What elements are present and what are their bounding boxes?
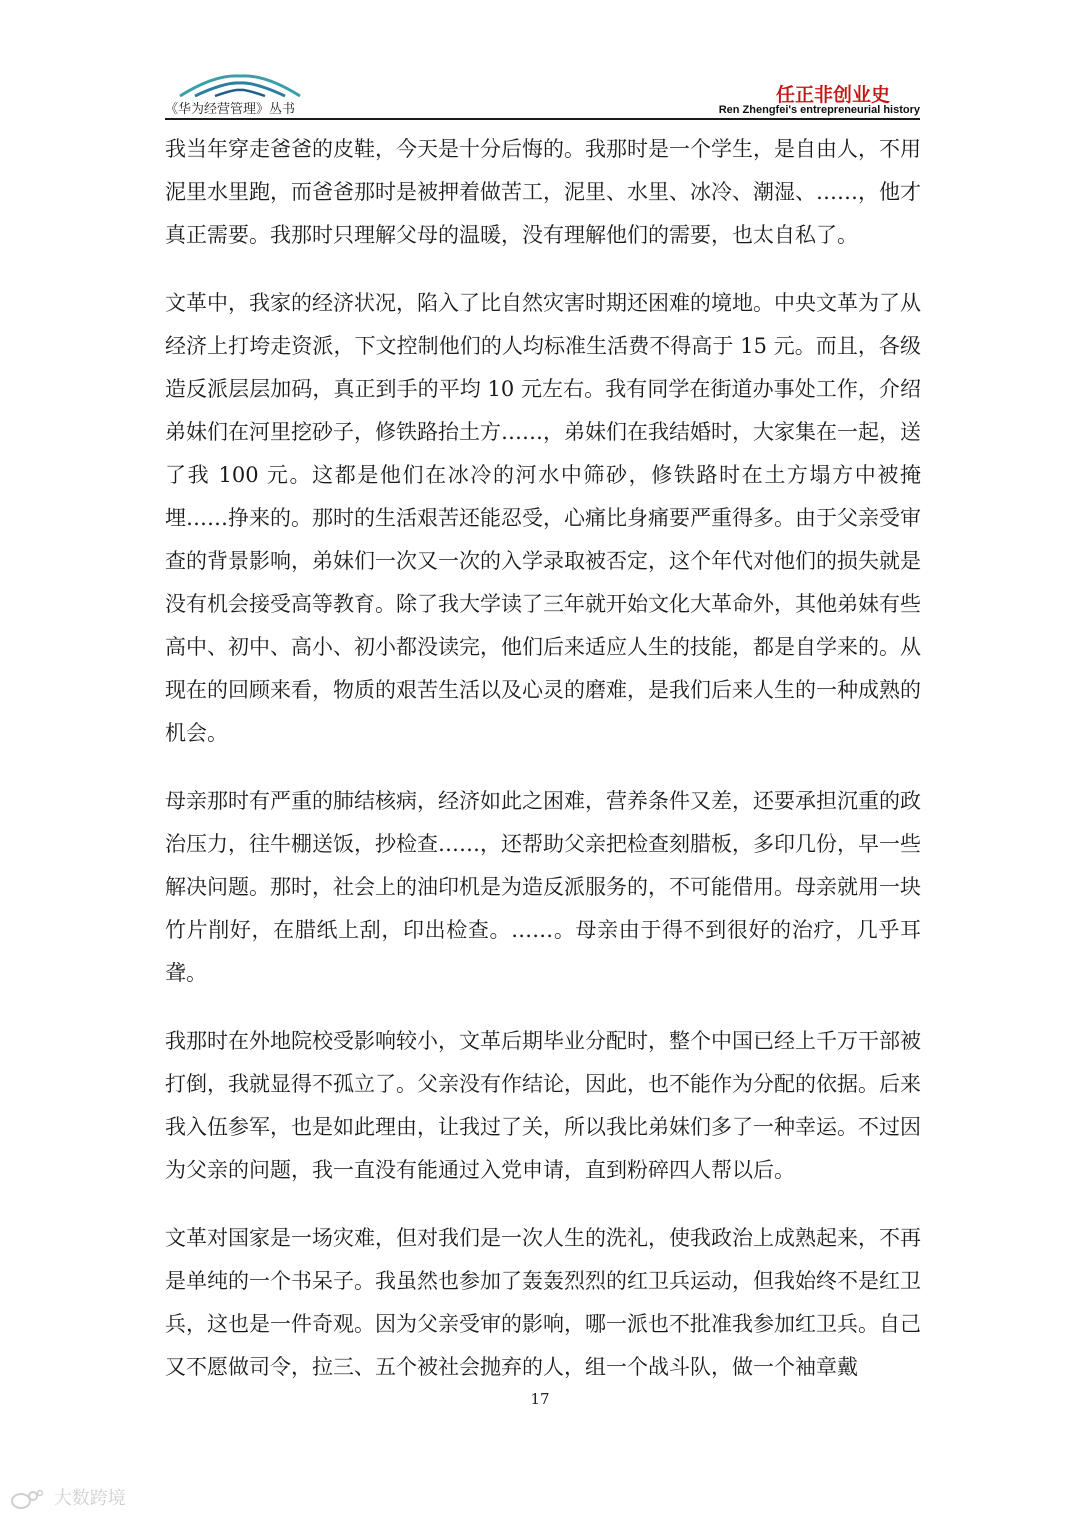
paragraph: 文革对国家是一场灾难，但对我们是一次人生的洗礼，使我政治上成熟起来，不再是单纯的一个书呆子。我虽然也参加了轰轰烈烈的红卫兵运动，但我始终不是红卫兵，这也是一件奇观。因为父亲受审的影响，哪一派也不批准我参加红卫兵。自己又不愿做司令，拉三、五个被社会抛弃的人，组一个战斗队，做一个袖章戴 xyxy=(165,1226,921,1379)
watermark-text: 大数跨境 xyxy=(53,1488,126,1509)
page-body xyxy=(165,128,921,1414)
paragraph: 我当年穿走爸爸的皮鞋，今天是十分后悔的。我那时是一个学生，是自由人，不用泥里水里跑，而爸爸那时是被押着做苦工，泥里、水里、冰冷、潮湿、……，他才真正需要。我那时只理解父母的温暖，没有理解他们的需要，也太自私了。 xyxy=(165,137,921,247)
weibo-like-icon xyxy=(10,1488,44,1510)
series-title: 《华为经营管理》丛书 xyxy=(165,102,296,117)
paragraph: 我那时在外地院校受影响较小，文革后期毕业分配时，整个中国已经上千万干部被打倒，我就显得不孤立了。父亲没有作结论，因此，也不能作为分配的依据。后来我入伍参军，也是如此理由，让我过了关，所以我比弟妹们多了一种幸运。不过因为父亲的问题，我一直没有能通过入党申请，直到粉碎四人帮以后。 xyxy=(165,1029,921,1182)
paragraph: 母亲那时有严重的肺结核病，经济如此之困难，营养条件又差，还要承担沉重的政治压力，往牛棚送饭，抄检查……，还帮助父亲把检查刻腊板，多印几份，早一些解决问题。那时，社会上的油印机是为造反派服务的，不可能借用。母亲就用一块竹片削好，在腊纸上刮，印出检查。……。母亲由于得不到很好的治疗，几乎耳聋。 xyxy=(165,789,921,985)
page-header xyxy=(165,70,920,120)
book-title: 任正非创业史 xyxy=(775,84,890,106)
mountain-logo-icon xyxy=(175,70,305,98)
book-subtitle: Ren Zhengfei's entrepreneurial history xyxy=(718,104,920,116)
page-number: 17 xyxy=(530,1390,550,1408)
paragraph: 文革中，我家的经济状况，陷入了比自然灾害时期还困难的境地。中央文革为了从经济上打垮走资派，下文控制他们的人均标准生活费不得高于 15 元。而且，各级造反派层层加码，真正到手的平均 10 元左右。我有同学在街道办事处工作，介绍弟妹们在河里挖砂子，修铁路抬土方……，弟妹们在我结婚时，大家集在一起，送了我 100 元。这都是他们在冰冷的河水中筛砂，修铁路时在土方塌方中被掩埋……挣来的。那时的生活艰苦还能忍受，心痛比身痛要严重得多。由于父亲受审查的背景影响，弟妹们一次又一次的入学录取被否定，这个年代对他们的损失就是没有机会接受高等教育。除了我大学读了三年就开始文化大革命外，其他弟妹有些高中、初中、高小、初小都没读完，他们后来适应人生的技能，都是自学来的。从现在的回顾来看，物质的艰苦生活以及心灵的磨难，是我们后来人生的一种成熟的机会。 xyxy=(165,291,921,745)
watermark xyxy=(10,1484,126,1510)
header-rule xyxy=(165,118,920,120)
